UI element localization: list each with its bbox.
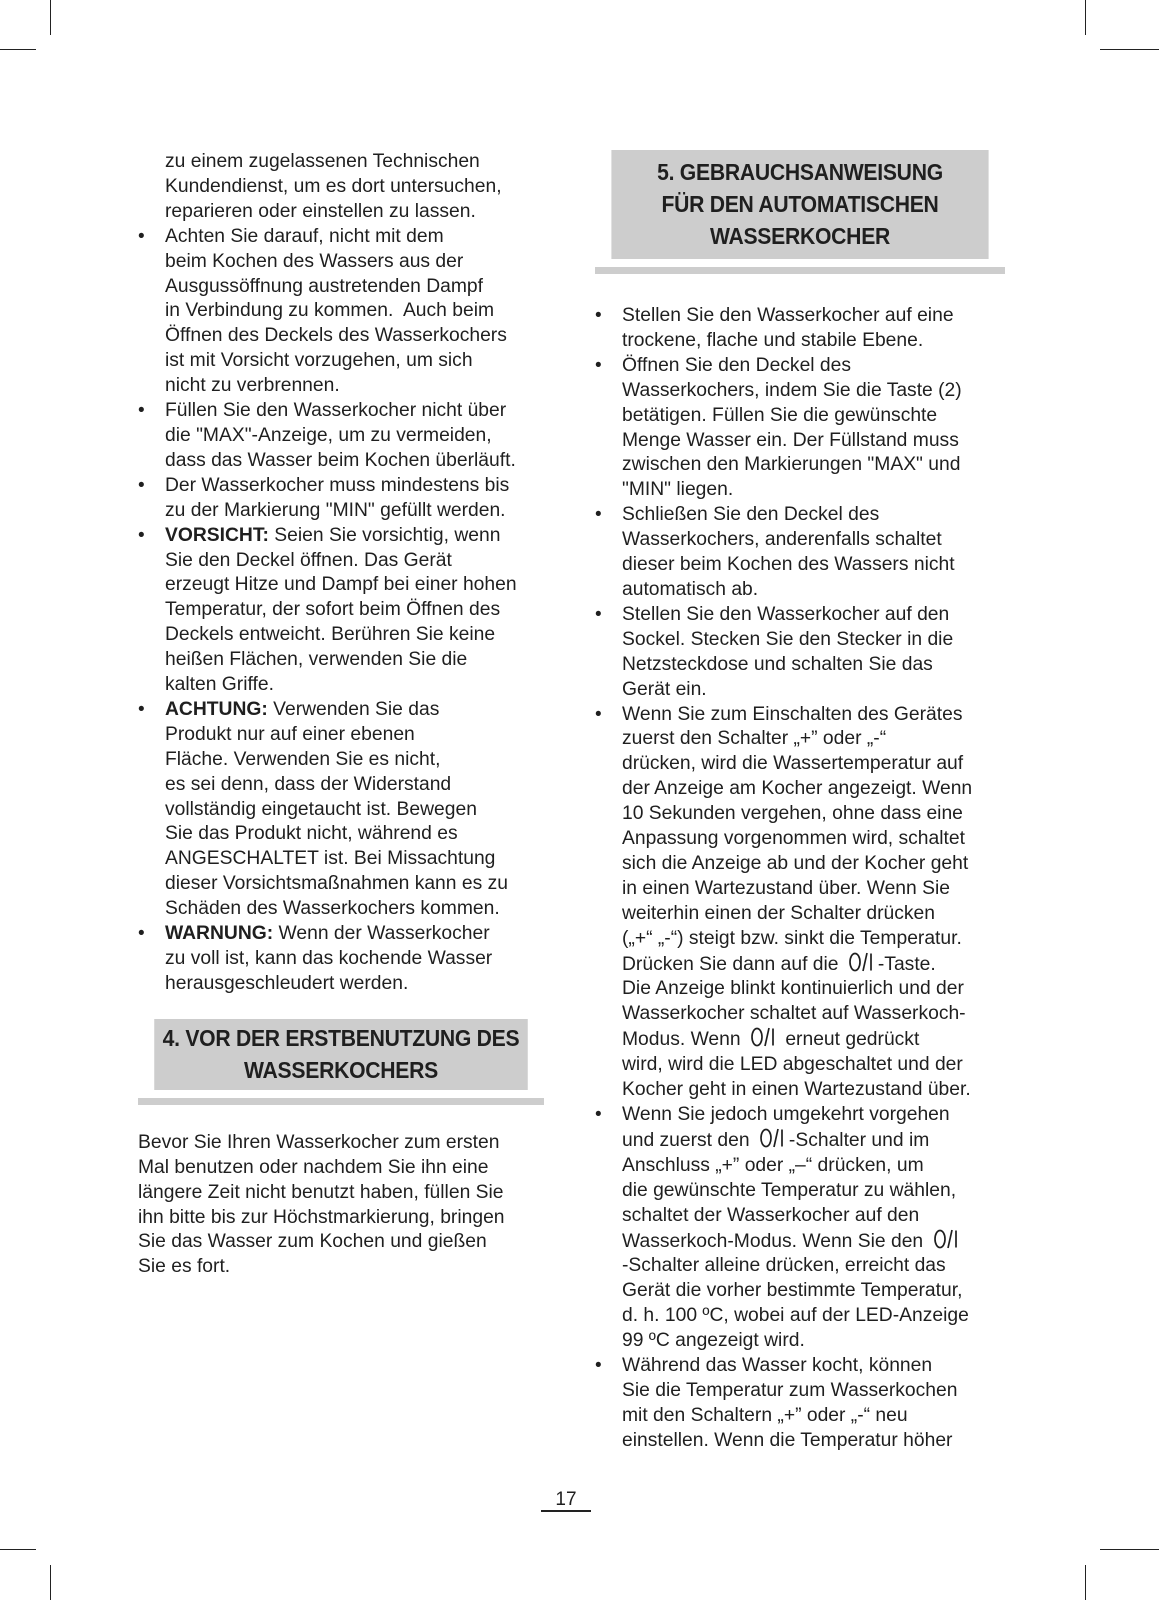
text-line: Kundendienst, um es dort untersuchen, xyxy=(165,175,502,197)
text-line: Die Anzeige blinkt kontinuierlich und der xyxy=(622,978,964,1000)
crop-mark xyxy=(1085,1565,1086,1600)
text-line xyxy=(165,922,544,947)
text-line: Kocher geht in einen Wartezustand über. xyxy=(622,1079,971,1101)
text-line: beim Kochen des Wassers aus der xyxy=(165,250,464,272)
text-line: zu einem zugelassenen Technischen xyxy=(165,151,480,172)
text-line: betätigen. Füllen Sie die gewünschte xyxy=(622,404,938,426)
text-line: Anschluss „+” oder „–“ drücken, um xyxy=(622,1154,924,1176)
text-line: Anpassung vorgenommen wird, schaltet xyxy=(622,828,965,850)
crop-mark xyxy=(50,1565,51,1600)
list-item xyxy=(595,1354,1005,1454)
list-item xyxy=(138,225,544,399)
text-line: Sie den Deckel öffnen. Das Gerät xyxy=(165,549,452,571)
text-line: • Wenn Sie jedoch umgekehrt vorgehen xyxy=(622,1104,950,1125)
text-line: die "MAX"-Anzeige, um zu vermeiden, xyxy=(165,424,492,446)
section-heading xyxy=(611,150,988,259)
text-line: • Schließen Sie den Deckel des xyxy=(622,504,880,526)
section-heading xyxy=(154,1019,528,1090)
list-item xyxy=(138,922,544,997)
text-line: trockene, flache und stabile Ebene. xyxy=(622,329,924,351)
text-line: schaltet der Wasserkocher auf den xyxy=(622,1204,920,1226)
text-line: • Wenn Sie zum Einschalten des Gerätes xyxy=(622,703,963,725)
text-line: Ausgussöffnung austretenden Dampf xyxy=(165,275,483,297)
text-line: Sie die Temperatur zum Wasserkochen xyxy=(622,1379,958,1401)
text-run: Modus. Wenn xyxy=(622,1029,746,1051)
crop-mark xyxy=(1085,0,1086,35)
text-line: die gewünschte Temperatur zu wählen, xyxy=(622,1179,957,1201)
list-item xyxy=(595,503,1005,603)
text-line: Sie es fort. xyxy=(138,1256,231,1278)
intro-continuation xyxy=(138,150,544,225)
heading-line: 4. VOR DER ERSTBENUTZUNG DES xyxy=(162,1024,520,1051)
text-line: sich die Anzeige ab und der Kocher geht xyxy=(622,852,969,874)
text-line: in einen Wartezustand über. Wenn Sie xyxy=(622,877,950,899)
heading-underline xyxy=(138,1098,544,1105)
instructions-list xyxy=(595,304,1005,1454)
crop-mark xyxy=(50,0,51,35)
text-line: Produkt nur auf einer ebenen xyxy=(165,723,415,745)
text-line: Gerät die vorher bestimmte Temperatur, xyxy=(622,1280,963,1302)
text-line: erzeugt Hitze und Dampf bei einer hohen xyxy=(165,574,517,596)
section-paragraph xyxy=(138,1131,544,1280)
list-item xyxy=(595,603,1005,703)
text-line: nicht zu verbrennen. xyxy=(165,375,340,397)
text-line: vollständig eingetaucht ist. Bewegen xyxy=(165,798,477,820)
text-line: 99 ºC angezeigt wird. xyxy=(622,1330,805,1352)
text-line: • Öffnen Sie den Deckel des xyxy=(622,354,852,376)
text-line: zwischen den Markierungen "MAX" und xyxy=(622,454,961,476)
heading-underline xyxy=(595,267,1005,274)
crop-mark xyxy=(1100,1549,1159,1550)
crop-mark xyxy=(1100,49,1159,50)
section-5 xyxy=(595,150,1005,274)
list-item xyxy=(595,703,1005,1104)
text-line: • Während das Wasser kocht, können xyxy=(622,1355,933,1377)
warning-label: WARNUNG: xyxy=(165,923,274,945)
text-line: Sie das Produkt nicht, während es xyxy=(165,823,458,845)
text-line: Sockel. Stecken Sie den Stecker in die xyxy=(622,628,954,650)
text-run: Wenn der Wasserkocher xyxy=(273,923,490,945)
power-o-i-icon xyxy=(929,1229,963,1249)
text-line: "MIN" liegen. xyxy=(622,479,734,501)
text-line: dieser Vorsichtsmaßnahmen kann es zu xyxy=(165,873,508,895)
left-column xyxy=(138,150,544,1280)
text-line: herausgeschleudert werden. xyxy=(165,972,409,994)
text-line xyxy=(622,1229,1005,1255)
text-line: Netzsteckdose und schalten Sie das xyxy=(622,653,933,675)
text-line: • Stellen Sie den Wasserkocher auf den xyxy=(622,603,950,625)
text-line: es sei denn, dass der Widerstand xyxy=(165,773,452,795)
text-line: der Anzeige am Kocher angezeigt. Wenn xyxy=(622,778,973,800)
text-line: 10 Sekunden vergehen, ohne dass eine xyxy=(622,803,963,825)
text-line: • Achten Sie darauf, nicht mit dem xyxy=(165,225,444,247)
heading-line: WASSERKOCHER xyxy=(709,223,891,249)
crop-mark xyxy=(0,1549,36,1550)
safety-list xyxy=(138,225,544,997)
right-column xyxy=(595,150,1005,1454)
power-o-i-icon xyxy=(746,1027,780,1047)
text-line xyxy=(622,1027,1005,1053)
text-line: • Der Wasserkocher muss mindestens bis xyxy=(165,474,510,496)
text-line: dass das Wasser beim Kochen überläuft. xyxy=(165,449,516,471)
text-run: Drücken Sie dann auf die xyxy=(622,953,844,975)
text-line xyxy=(622,952,1005,978)
list-item xyxy=(138,698,544,922)
text-line: mit den Schaltern „+” oder „-“ neu xyxy=(622,1404,908,1426)
text-line: ANGESCHALTET ist. Bei Missachtung xyxy=(165,848,496,870)
list-item xyxy=(595,304,1005,354)
text-line: dieser beim Kochen des Wassers nicht xyxy=(622,554,955,576)
text-line: Mal benutzen oder nachdem Sie ihn eine xyxy=(138,1156,489,1178)
text-line: („+“ „-“) steigt bzw. sinkt die Temperatur. xyxy=(622,927,962,949)
text-line: Wasserkochers, anderenfalls schaltet xyxy=(622,529,942,551)
text-line: weiterhin einen der Schalter drücken xyxy=(622,902,935,924)
list-item xyxy=(138,474,544,524)
list-item xyxy=(595,354,1005,503)
text-line: Fläche. Verwenden Sie es nicht, xyxy=(165,748,441,770)
text-run: Seien Sie vorsichtig, wenn xyxy=(268,524,501,546)
warning-label: VORSICHT: xyxy=(165,524,269,546)
text-line: Schäden des Wasserkochers kommen. xyxy=(165,898,500,920)
text-line xyxy=(622,1128,1005,1154)
text-run: Verwenden Sie das xyxy=(267,698,440,720)
text-line: automatisch ab. xyxy=(622,578,759,600)
text-line: Bevor Sie Ihren Wasserkocher zum ersten xyxy=(138,1131,500,1153)
text-line: wird, wird die LED abgeschaltet und der xyxy=(622,1054,963,1076)
text-line xyxy=(165,698,544,723)
text-line: längere Zeit nicht benutzt haben, füllen Sie xyxy=(138,1181,504,1203)
power-o-i-icon xyxy=(755,1128,789,1148)
power-o-i-icon xyxy=(844,952,878,972)
text-line: zuerst den Schalter „+” oder „-“ xyxy=(622,728,887,750)
text-line: Menge Wasser ein. Der Füllstand muss xyxy=(622,429,959,451)
crop-mark xyxy=(0,49,36,50)
heading-line: WASSERKOCHERS xyxy=(244,1056,438,1083)
text-run: Wasserkoch-Modus. Wenn Sie den xyxy=(622,1230,929,1252)
text-line: • Füllen Sie den Wasserkocher nicht über xyxy=(165,400,507,422)
text-line: d. h. 100 ºC, wobei auf der LED-Anzeige xyxy=(622,1305,969,1327)
heading-line: 5. GEBRAUCHSANWEISUNG xyxy=(657,159,943,185)
text-line: Sie das Wasser zum Kochen und gießen xyxy=(138,1231,487,1253)
text-line: Temperatur, der sofort beim Öffnen des xyxy=(165,599,501,621)
text-line: Öffnen des Deckels des Wasserkochers xyxy=(165,325,507,347)
text-line: Wasserkocher schaltet auf Wasserkoch- xyxy=(622,1003,966,1025)
page-number-rule xyxy=(541,1510,591,1512)
list-item xyxy=(138,524,544,698)
warning-label: ACHTUNG: xyxy=(165,698,268,720)
heading-line: FÜR DEN AUTOMATISCHEN xyxy=(661,191,939,217)
section-4 xyxy=(138,1019,544,1280)
text-run: -Schalter und im xyxy=(788,1129,930,1151)
list-item xyxy=(595,1103,1005,1354)
text-line: einstellen. Wenn die Temperatur höher xyxy=(622,1429,953,1451)
text-line: • Stellen Sie den Wasserkocher auf eine xyxy=(622,305,954,326)
text-line: ist mit Vorsicht vorzugehen, um sich xyxy=(165,350,473,372)
text-line: ihn bitte bis zur Höchstmarkierung, bringen xyxy=(138,1206,505,1228)
text-line: drücken, wird die Wassertemperatur auf xyxy=(622,753,964,775)
text-line: Gerät ein. xyxy=(622,678,707,700)
text-run: und zuerst den xyxy=(622,1129,755,1151)
text-line: heißen Flächen, verwenden Sie die xyxy=(165,649,468,671)
text-line: reparieren oder einstellen zu lassen. xyxy=(165,200,476,222)
text-run: erneut gedrückt xyxy=(779,1029,920,1051)
text-run: -Taste. xyxy=(877,953,936,975)
text-line: -Schalter alleine drücken, erreicht das xyxy=(622,1255,946,1277)
text-line: Wasserkochers, indem Sie die Taste (2) xyxy=(622,379,962,401)
page-number: 17 xyxy=(555,1489,577,1510)
text-line: kalten Griffe. xyxy=(165,674,274,696)
text-line: in Verbindung zu kommen. Auch beim xyxy=(165,300,495,322)
text-line: zu voll ist, kann das kochende Wasser xyxy=(165,948,493,969)
text-line: zu der Markierung "MIN" gefüllt werden. xyxy=(165,499,506,521)
text-line: Deckels entweicht. Berühren Sie keine xyxy=(165,624,496,646)
list-item xyxy=(138,399,544,474)
text-line xyxy=(165,524,544,549)
